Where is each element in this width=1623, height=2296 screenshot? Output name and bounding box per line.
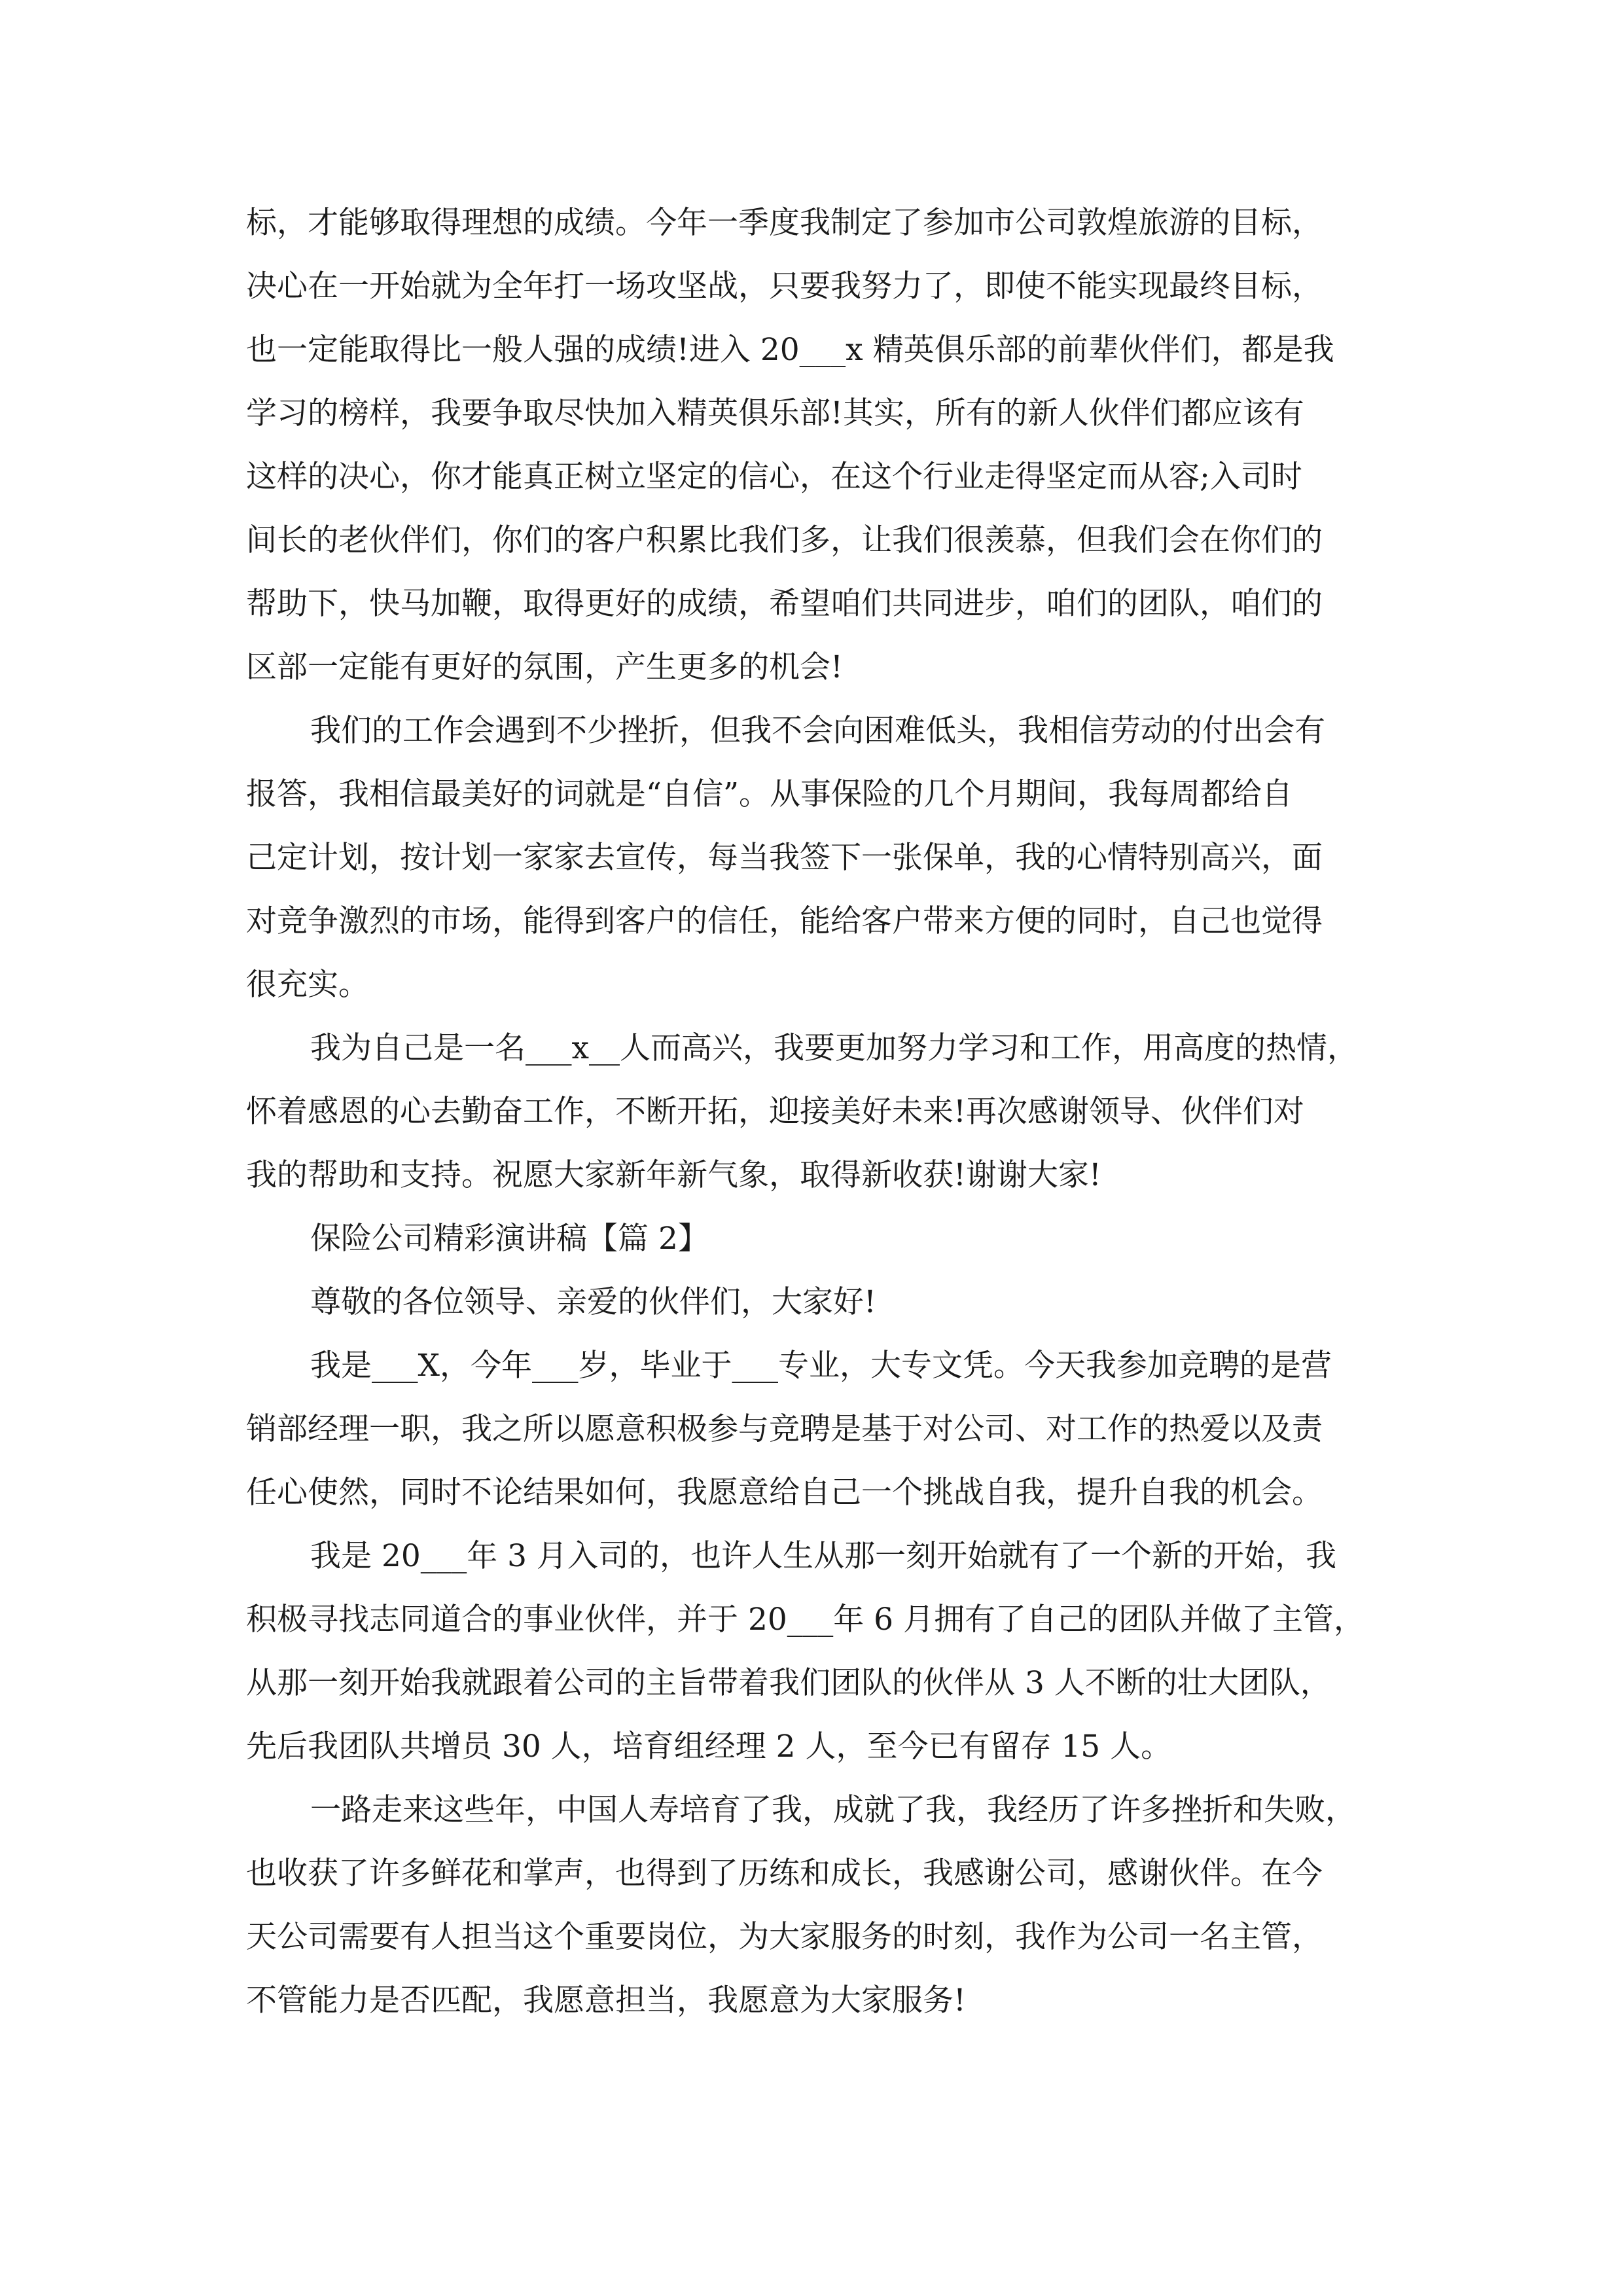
text-line: 很充实。 <box>246 967 369 1003</box>
text-line: 决心在一开始就为全年打一场攻坚战，只要我努力了，即使不能实现最终目标， <box>246 268 1323 304</box>
text-line: 标，才能够取得理想的成绩。今年一季度我制定了参加市公司敦煌旅游的目标， <box>246 205 1323 241</box>
text-line: 尊敬的各位领导、亲爱的伙伴们，大家好! <box>310 1284 876 1320</box>
text-line: 这样的决心，你才能真正树立坚定的信心，在这个行业走得坚定而从容;入司时 <box>246 459 1302 495</box>
text-line: 我们的工作会遇到不少挫折，但我不会向困难低头，我相信劳动的付出会有 <box>310 713 1325 749</box>
text-line: 也一定能取得比一般人强的成绩!进入 20___x 精英俱乐部的前辈伙伴们，都是我 <box>246 332 1334 368</box>
text-line: 我的帮助和支持。祝愿大家新年新气象，取得新收获!谢谢大家! <box>246 1157 1101 1193</box>
text-line: 先后我团队共增员 30 人，培育组经理 2 人，至今已有留存 15 人。 <box>246 1729 1172 1765</box>
text-line: 对竞争激烈的市场，能得到客户的信任，能给客户带来方便的同时，自己也觉得 <box>246 903 1323 939</box>
text-line: 积极寻找志同道合的事业伙伴，并于 20___年 6 月拥有了自己的团队并做了主管， <box>246 1602 1365 1638</box>
text-line: 帮助下，快马加鞭，取得更好的成绩，希望咱们共同进步，咱们的团队，咱们的 <box>246 586 1323 622</box>
text-line: 一路走来这些年，中国人寿培育了我，成就了我，我经历了许多挫折和失败， <box>310 1792 1356 1828</box>
text-line: 己定计划，按计划一家家去宣传，每当我签下一张保单，我的心情特别高兴，面 <box>246 840 1323 876</box>
text-line: 天公司需要有人担当这个重要岗位，为大家服务的时刻，我作为公司一名主管， <box>246 1919 1323 1955</box>
text-line: 区部一定能有更好的氛围，产生更多的机会! <box>246 649 843 685</box>
text-line: 报答，我相信最美好的词就是“自信”。从事保险的几个月期间，我每周都给自 <box>246 776 1293 812</box>
section-heading: 保险公司精彩演讲稿【篇 2】 <box>310 1221 709 1257</box>
text-line: 销部经理一职，我之所以愿意积极参与竞聘是基于对公司、对工作的热爱以及责 <box>246 1411 1323 1447</box>
text-line: 怀着感恩的心去勤奋工作，不断开拓，迎接美好未来!再次感谢领导、伙伴们对 <box>246 1094 1304 1130</box>
document-body <box>246 191 1382 2032</box>
text-line: 也收获了许多鲜花和掌声，也得到了历练和成长，我感谢公司，感谢伙伴。在今 <box>246 1856 1323 1892</box>
text-line: 从那一刻开始我就跟着公司的主旨带着我们团队的伙伴从 3 人不断的壮大团队， <box>246 1665 1331 1701</box>
text-line: 任心使然，同时不论结果如何，我愿意给自己一个挑战自我，提升自我的机会。 <box>246 1475 1323 1511</box>
text-line: 不管能力是否匹配，我愿意担当，我愿意为大家服务! <box>246 1982 966 2018</box>
text-line: 我为自己是一名___x__人而高兴，我要更加努力学习和工作，用高度的热情， <box>310 1030 1359 1066</box>
text-line: 我是 20___年 3 月入司的，也许人生从那一刻开始就有了一个新的开始，我 <box>310 1538 1337 1574</box>
text-line: 间长的老伙伴们，你们的客户积累比我们多，让我们很羡慕，但我们会在你们的 <box>246 522 1323 558</box>
text-line: 学习的榜样，我要争取尽快加入精英俱乐部!其实，所有的新人伙伴们都应该有 <box>246 395 1304 431</box>
text-line: 我是___X，今年___岁，毕业于___专业，大专文凭。今天我参加竞聘的是营 <box>310 1348 1332 1384</box>
